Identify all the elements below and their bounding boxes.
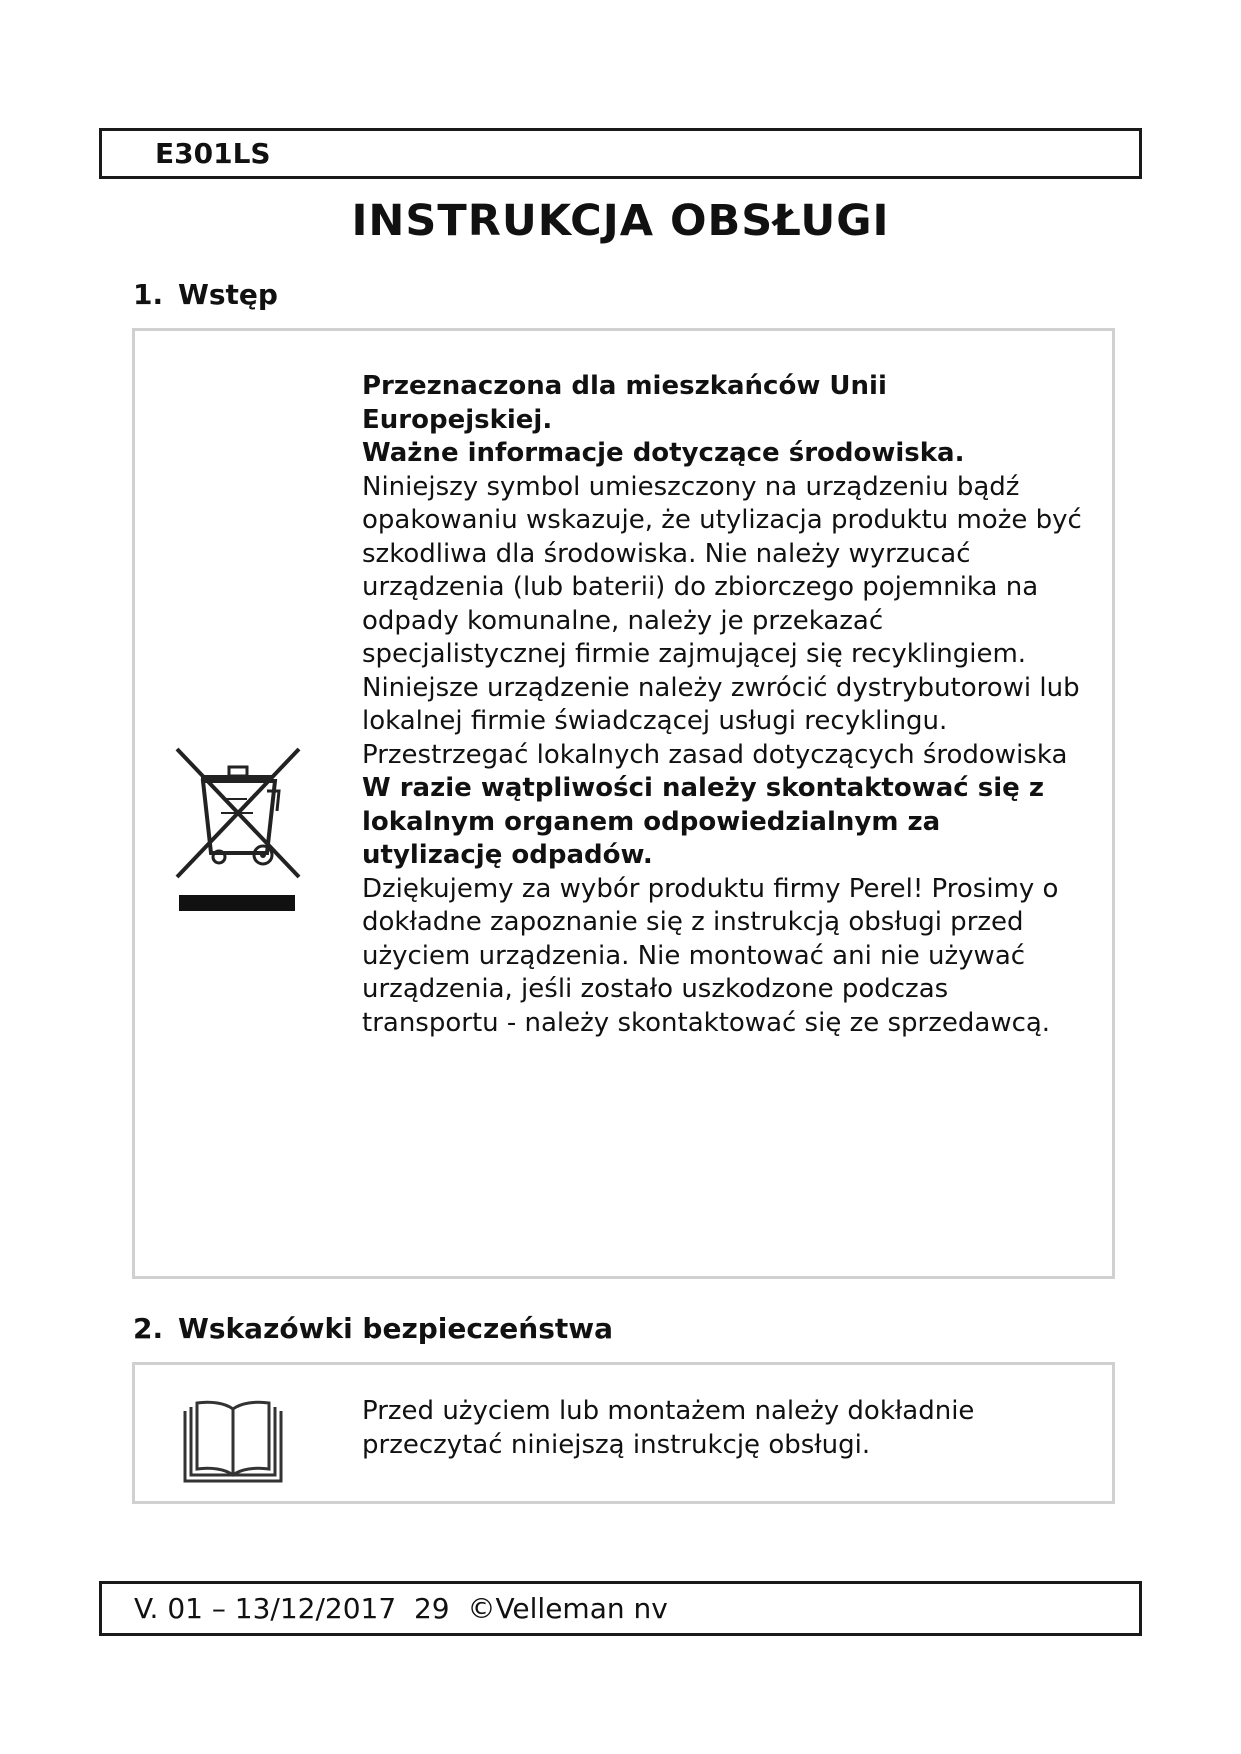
section-heading-1: [133, 278, 278, 312]
intro-thanks-text: Dziękujemy za wybór produktu firmy Perel! Prosimy o dokładne zapoznanie się z instrukcją obsługi przed użyciem urządzenia. Nie montować ani nie używać urządzenia, jeśli zostało uszkodzone podczas transportu - należy skontaktować się ze sprzedawcą.: [362, 873, 1059, 1038]
safety-text: [362, 1395, 1082, 1462]
section-number: 1.: [133, 278, 164, 311]
model-code: E301LS: [155, 137, 271, 170]
footer-text: [134, 1593, 668, 1625]
weee-crossed-bin-icon: [163, 711, 313, 911]
intro-contact-notice: W razie wątpliwości należy skontaktować się z lokalnym organem odpowiedzialnym za utylizację odpadów.: [362, 773, 1044, 870]
intro-panel: [132, 328, 1115, 1279]
document-title: INSTRUKCJA OBSŁUGI: [351, 196, 890, 246]
section-number: 2.: [133, 1312, 164, 1345]
footer-version: V. 01 – 13/12/2017: [134, 1592, 397, 1625]
footer-box: [99, 1581, 1142, 1636]
intro-text: [362, 370, 1082, 1040]
section-heading-2: [133, 1312, 613, 1346]
section-title: Wskazówki bezpieczeństwa: [178, 1312, 614, 1345]
footer-copyright: ©Velleman nv: [467, 1592, 668, 1625]
header-box: [99, 128, 1142, 179]
intro-environment-heading: Ważne informacje dotyczące środowiska.: [362, 438, 965, 468]
section-title: Wstęp: [178, 278, 278, 311]
intro-eu-heading: Przeznaczona dla mieszkańców Unii Europejskiej.: [362, 371, 887, 435]
intro-disposal-text: Niniejszy symbol umieszczony na urządzeniu bądź opakowaniu wskazuje, że utylizacja produktu może być szkodliwa dla środowiska. Nie należy wyrzucać urządzenia (lub baterii) do zbiorczego pojemnika na odpady komunalne, należy je przekazać specjalistycznej firmie zajmującej się recyklingiem. Niniejsze urządzenie należy zwrócić dystrybutorowi lub lokalnej firmie świadczącej usługi recyklingu. Przestrzegać lokalnych zasad dotyczących środowiska: [362, 471, 1082, 770]
safety-instruction: Przed użyciem lub montażem należy dokładnie przeczytać niniejszą instrukcję obsługi.: [362, 1396, 975, 1460]
read-manual-book-icon: [181, 1399, 285, 1485]
safety-panel: [132, 1362, 1115, 1504]
footer-page-number: 29: [413, 1592, 450, 1625]
